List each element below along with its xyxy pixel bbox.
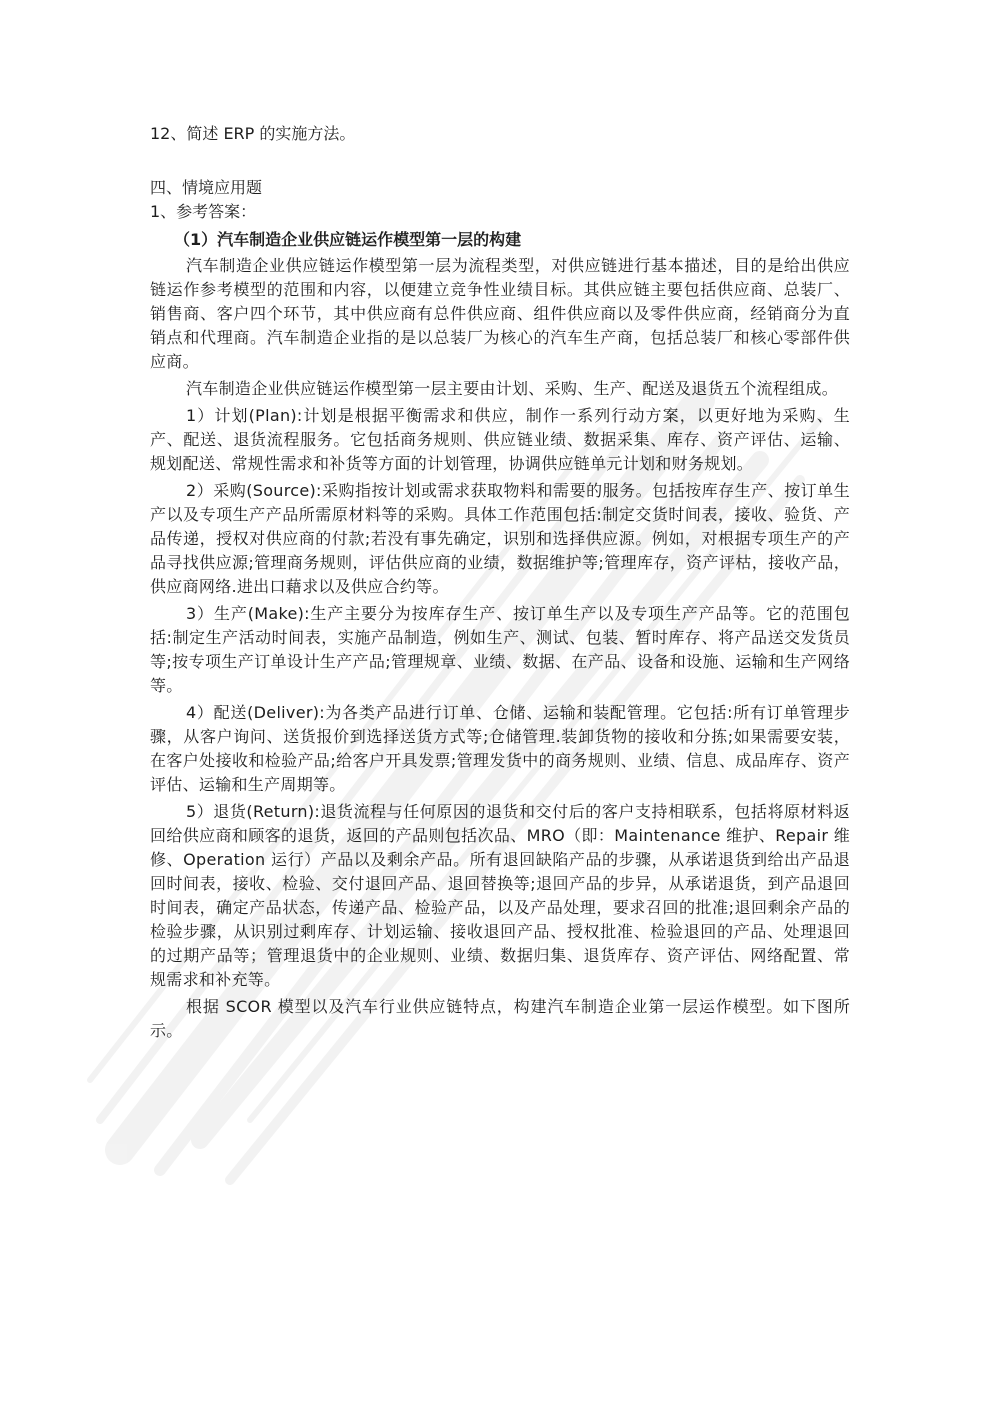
paragraph-deliver: 4）配送(Deliver):为各类产品进行订单、仓储、运输和装配管理。它包括:所有订单管理步骤，从客户询问、送货报价到选择送货方式等;仓储管理.装卸货物的接收和分拣;如果需要安装，在客户处接收和检验产品;给客户开具发票;管理发货中的商务规则、业绩、信息、成品库存、资产评估、运输和生产周期等。 (150, 703, 850, 794)
paragraph-source: 2）采购(Source):采购指按计划或需求获取物料和需要的服务。包括按库存生产、按订单生产以及专项生产产品所需原材料等的采购。具体工作范围包括:制定交货时间表，接收、验货、产品传递，授权对供应商的付款;若没有事先确定，识别和选择供应源。例如，对根据专项生产的产品寻找供应源;管理商务规则，评估供应商的业绩，数据维护等;管理库存，资产评枯，接收产品，供应商网络.进出口藉求以及供应合约等。 (150, 481, 850, 596)
question-12: 12、简述 ERP 的实施方法。 (150, 124, 356, 143)
section-title: 四、情境应用题 (150, 178, 263, 197)
paragraph-plan: 1）计划(Plan):计划是根据平衡需求和供应，制作一系列行动方案，以更好地为采购、生产、配送、退货流程服务。它包括商务规则、供应链业绩、数据采集、库存、资产评估、运输、规划配送、常规性需求和补货等方面的计划管理，协调供应链单元计划和财务规划。 (150, 406, 850, 473)
answer-label: 1、参考答案： (150, 202, 257, 221)
paragraph-intro: 汽车制造企业供应链运作模型第一层为流程类型，对供应链进行基本描述，目的是给出供应链运作参考模型的范围和内容，以便建立竞争性业绩目标。其供应链主要包括供应商、总装厂、销售商、客户四个环节，其中供应商有总件供应商、组件供应商以及零件供应商，经销商分为直销点和代理商。汽车制造企业指的是以总装厂为核心的汽车生产商，包括总装厂和核心零部件供应商。 (150, 256, 850, 371)
paragraph-overview: 汽车制造企业供应链运作模型第一层主要由计划、采购、生产、配送及退货五个流程组成。 (186, 379, 839, 398)
paragraph-return: 5）退货(Return):退货流程与任何原因的退货和交付后的客户支持相联系，包括将原材料返回给供应商和顾客的退货，返回的产品则包括次品、MRO（即：Maintenance 维护、Repair 维修、Operation 运行）产品以及剩余产品。所有退回缺陷产品的步骤，从承诺退货到给出产品退回时间表，接收、检验、交付退回产品、退回替换等;退回产品的步异，从承诺退货，到产品退回时间表，确定产品状态，传递产品、检验产品，以及产品处理，要求召回的批准;退回剩余产品的检验步骤，从识别过剩库存、计划运输、接收退回产品、授权批准、检验退回的产品、处理退回的过期产品等；管理退货中的企业规则、业绩、数据归集、退货库存、资产评估、网络配置、常规需求和补充等。 (150, 802, 850, 989)
subheading: （1）汽车制造企业供应链运作模型第一层的构建 (174, 230, 522, 249)
paragraph-conclusion: 根据 SCOR 模型以及汽车行业供应链特点，构建汽车制造企业第一层运作模型。如下图所示。 (150, 997, 850, 1040)
paragraph-make: 3）生产(Make):生产主要分为按库存生产、按订单生产以及专项生产产品等。它的范围包括:制定生产活动时间表，实施产品制造，例如生产、测试、包装、暂时库存、将产品送交发货员等;按专项生产订单设计生产产品;管理规章、业绩、数据、在产品、设备和设施、运输和生产网络等。 (150, 604, 850, 695)
document-body (150, 122, 850, 1046)
